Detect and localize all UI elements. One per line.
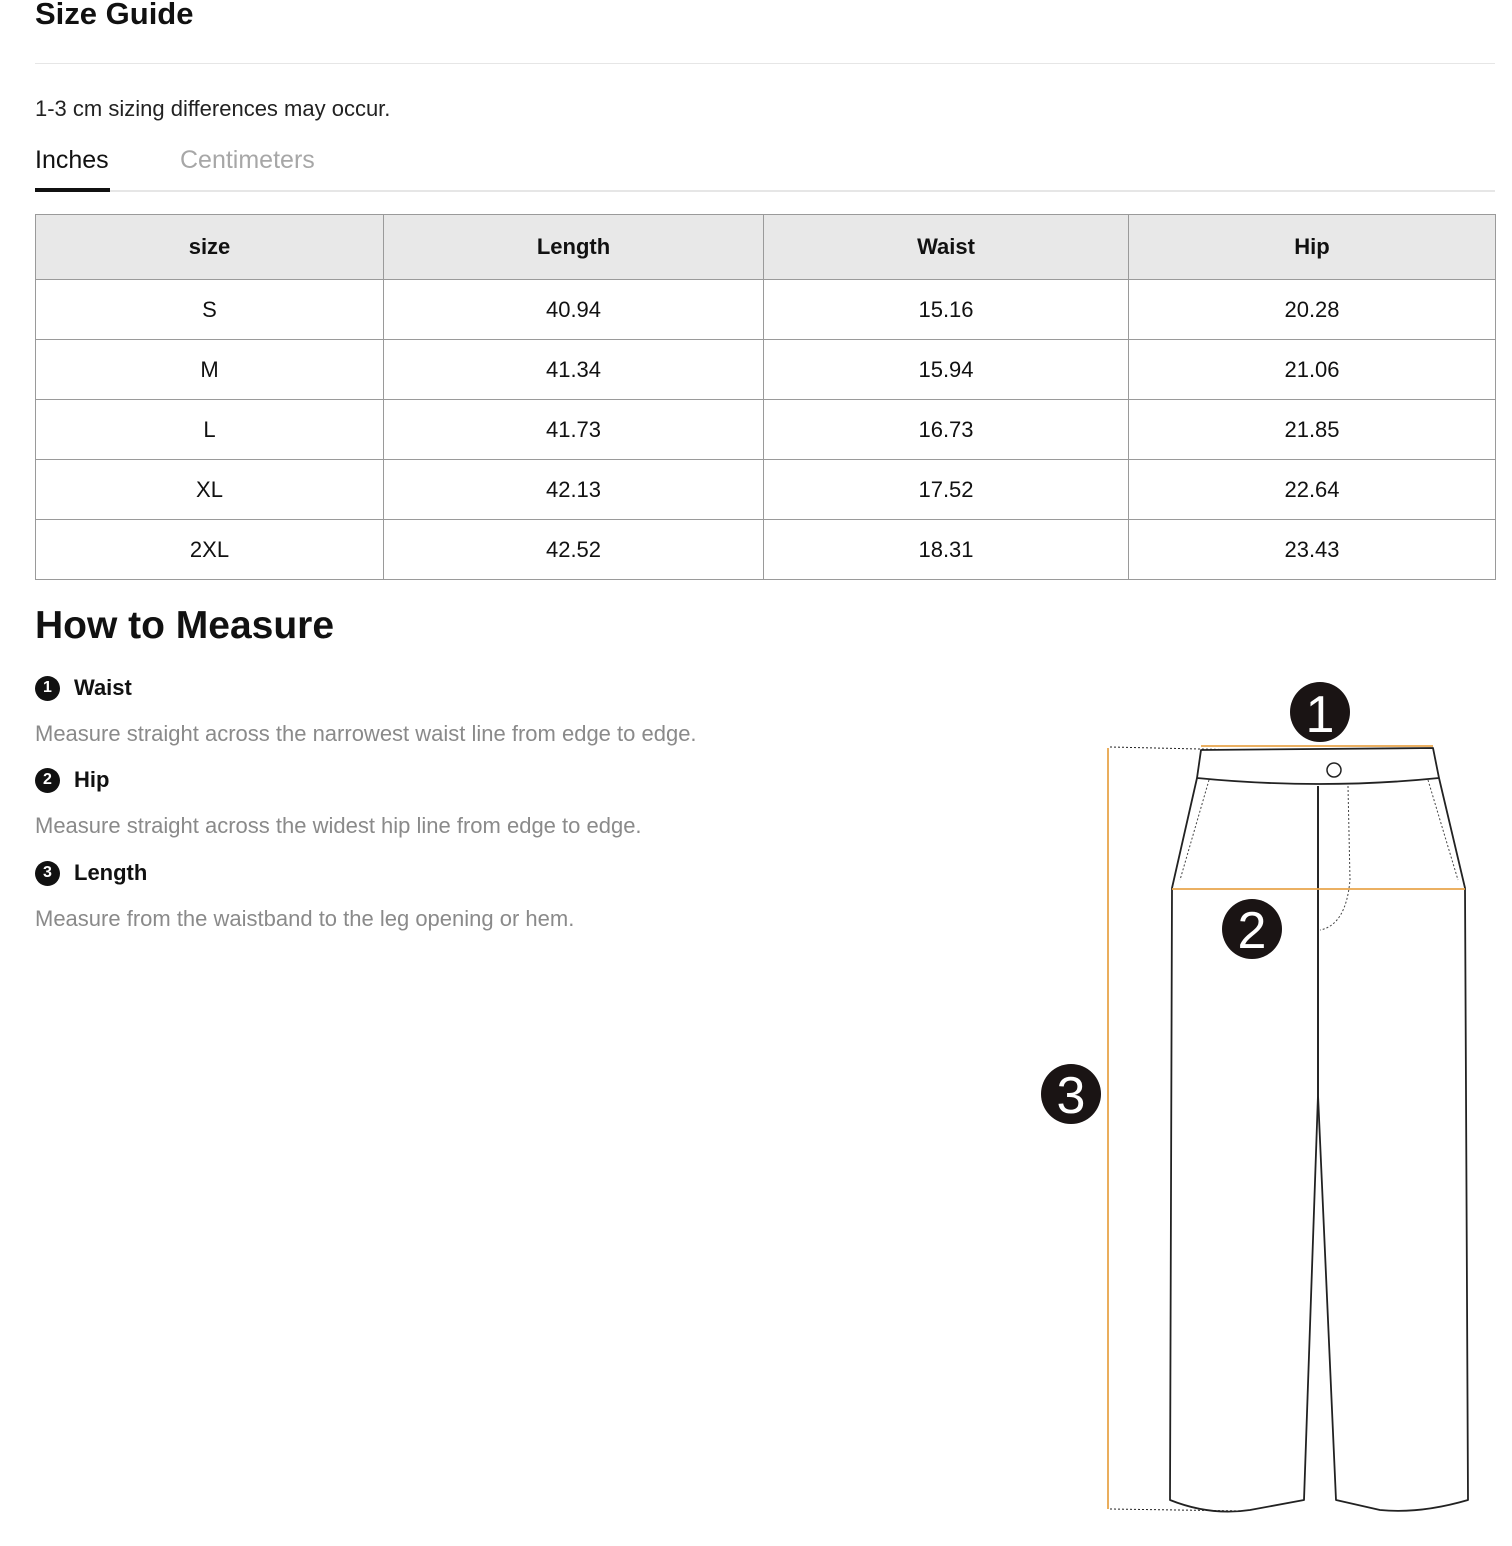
table-cell: 16.73	[764, 400, 1129, 460]
marker-1	[1290, 682, 1350, 744]
table-cell: 2XL	[36, 520, 384, 580]
table-row	[36, 280, 1496, 340]
table-row	[36, 460, 1496, 520]
table-cell: 17.52	[764, 460, 1129, 520]
button-icon	[1327, 763, 1341, 777]
page-title: Size Guide	[35, 0, 194, 31]
table-cell: 40.94	[384, 280, 764, 340]
measure-item-waist	[35, 673, 697, 749]
table-cell: 18.31	[764, 520, 1129, 580]
measure-item-length	[35, 858, 574, 934]
number-badge: 2	[35, 768, 60, 793]
table-cell: 21.85	[1129, 400, 1496, 460]
measure-description: Measure straight across the narrowest waist line from edge to edge.	[35, 721, 697, 746]
table-cell: XL	[36, 460, 384, 520]
measure-label: Waist	[74, 675, 132, 700]
table-row	[36, 400, 1496, 460]
column-header-hip: Hip	[1129, 215, 1496, 280]
how-to-measure-title: How to Measure	[35, 604, 335, 647]
table-cell: 42.52	[384, 520, 764, 580]
table-cell: 20.28	[1129, 280, 1496, 340]
tab-inches[interactable]: Inches	[35, 146, 109, 174]
marker-label: 1	[1305, 686, 1335, 744]
marker-2	[1222, 899, 1282, 960]
table-cell: 22.64	[1129, 460, 1496, 520]
table-cell: 21.06	[1129, 340, 1496, 400]
table-cell: 23.43	[1129, 520, 1496, 580]
marker-label: 2	[1237, 902, 1267, 960]
pants-measurement-diagram	[1030, 670, 1490, 1530]
measure-item-hip	[35, 765, 642, 841]
measure-label: Length	[74, 860, 148, 885]
tab-centimeters[interactable]: Centimeters	[180, 146, 315, 174]
table-row	[36, 340, 1496, 400]
unit-tabs	[35, 140, 1495, 192]
column-header-length: Length	[384, 215, 764, 280]
waistband	[1197, 748, 1439, 784]
right-leg	[1318, 778, 1468, 1511]
table-cell: 41.73	[384, 400, 764, 460]
table-cell: 15.16	[764, 280, 1129, 340]
table-cell: 41.34	[384, 340, 764, 400]
table-cell: S	[36, 280, 384, 340]
measure-label: Hip	[74, 767, 110, 792]
stitching	[1110, 747, 1458, 1511]
table-row	[36, 520, 1496, 580]
number-badge: 1	[35, 676, 60, 701]
table-cell: 42.13	[384, 460, 764, 520]
measure-lines	[1108, 746, 1465, 1509]
column-header-waist: Waist	[764, 215, 1129, 280]
title-divider	[35, 63, 1495, 64]
table-cell: L	[36, 400, 384, 460]
number-badge: 3	[35, 861, 60, 886]
table-cell: 15.94	[764, 340, 1129, 400]
fly-stitch	[1320, 786, 1350, 930]
table-header-row	[36, 215, 1496, 280]
column-header-size: size	[36, 215, 384, 280]
left-leg	[1170, 778, 1318, 1512]
table-cell: M	[36, 340, 384, 400]
size-table	[35, 214, 1496, 580]
pants-outline	[1170, 748, 1468, 1512]
measure-description: Measure straight across the widest hip line from edge to edge.	[35, 813, 642, 838]
marker-3	[1041, 1064, 1101, 1125]
measure-description: Measure from the waistband to the leg opening or hem.	[35, 906, 575, 931]
marker-label: 3	[1056, 1067, 1086, 1125]
sizing-note: 1-3 cm sizing differences may occur.	[35, 96, 391, 121]
